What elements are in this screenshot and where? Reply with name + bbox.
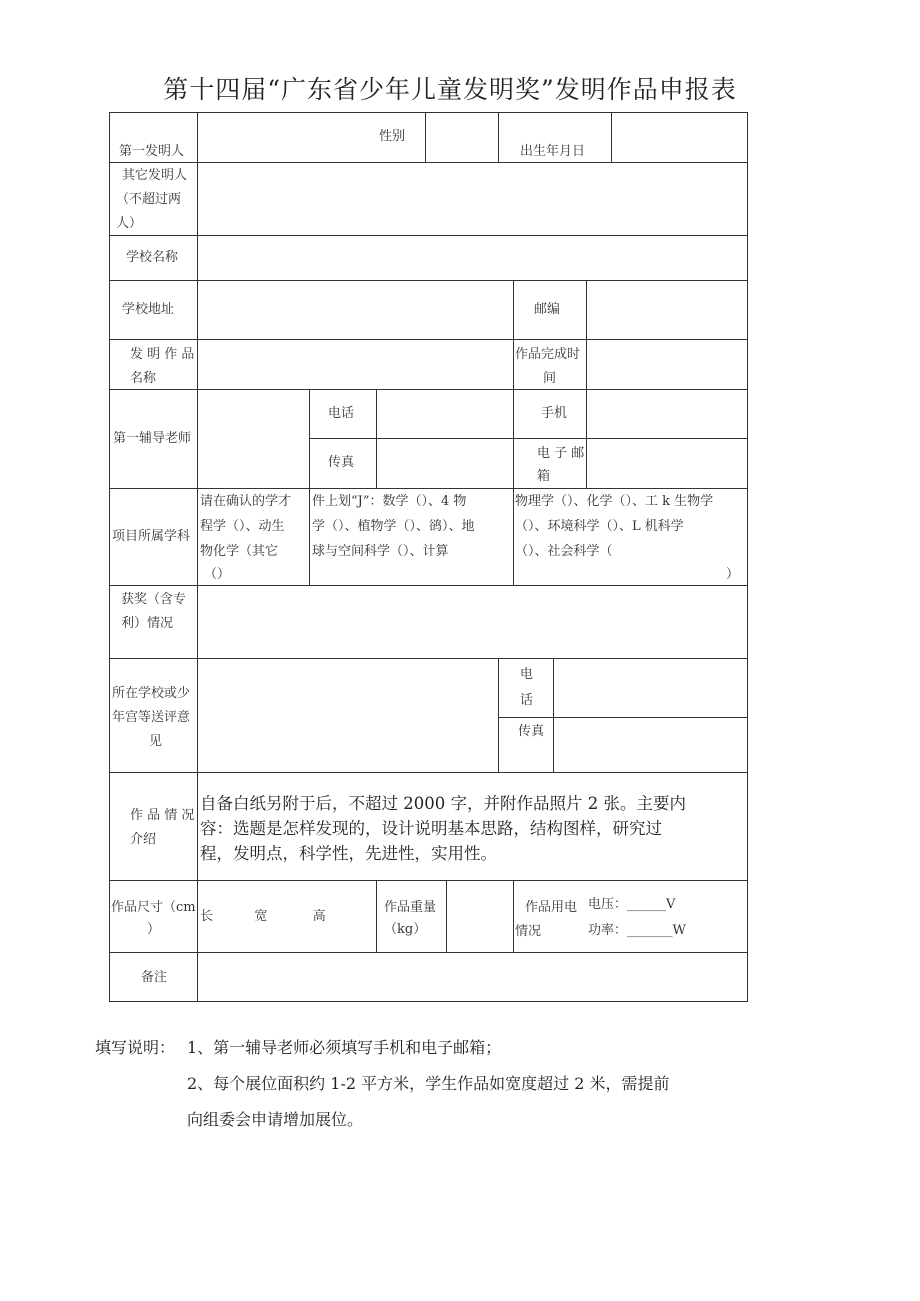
row-divider [109, 389, 748, 390]
subject-text: （）、社会科学（ [515, 544, 613, 559]
advisor-phone-label: 电话 [328, 406, 355, 421]
subject-text: 球与空间科学（）、计算 [312, 544, 449, 559]
instruction-item: 2、每个展位面积约 1-2 平方米，学生作品如宽度超过 2 米，需提前 [187, 1074, 670, 1093]
instruction-item: 向组委会申请增加展位。 [187, 1110, 364, 1129]
awards-label: 获奖（含专 [121, 592, 187, 607]
gender-label: 性别 [379, 129, 406, 144]
size-dimensions: 长 宽 高 [200, 909, 326, 924]
table-border-left [109, 112, 110, 1002]
col-divider [309, 488, 310, 585]
row-divider [109, 880, 748, 881]
school-opinion-input[interactable] [199, 660, 496, 770]
col-divider [513, 280, 514, 389]
school-opinion-label: 年宫等送评意 [112, 710, 191, 725]
completion-time-input[interactable] [588, 341, 745, 387]
opinion-fax-input[interactable] [555, 719, 745, 770]
page-title: 第十四届“广东省少年儿童发明奖”发明作品申报表 [163, 75, 737, 104]
size-label: ） [147, 922, 161, 937]
instructions-heading: 填写说明： [95, 1038, 176, 1057]
col-divider [513, 880, 514, 952]
completion-time-label: 间 [543, 371, 557, 386]
first-advisor-input[interactable] [199, 391, 307, 486]
weight-label: 作品重量 [384, 900, 437, 915]
subject-text: 件上划“J”：数学（）、4 物 [312, 494, 467, 509]
row-divider [109, 235, 748, 236]
remarks-label: 备注 [141, 970, 168, 985]
birth-date-input[interactable] [613, 114, 745, 160]
advisor-email-input[interactable] [588, 440, 745, 486]
opinion-fax-label: 传真 [518, 724, 545, 739]
advisor-fax-input[interactable] [378, 440, 511, 486]
col-divider [498, 112, 499, 162]
subject-label: 项目所属学科 [112, 529, 191, 544]
advisor-email-label: 箱 [537, 469, 551, 484]
advisor-phone-input[interactable] [378, 391, 511, 436]
school-opinion-label: 见 [149, 734, 163, 749]
advisor-mobile-input[interactable] [588, 391, 745, 436]
work-intro-text: 程，发明点，科学性，先进性，实用性。 [200, 844, 497, 863]
row-divider [109, 339, 748, 340]
advisor-mobile-label: 手机 [541, 406, 568, 421]
voltage-field: 电压：______V [588, 897, 676, 912]
col-divider [553, 658, 554, 772]
advisor-email-label: 电 子 邮 [537, 446, 585, 461]
label-column-divider [197, 112, 198, 1002]
work-intro-label: 作 品 情 况 [130, 808, 195, 823]
school-name-label: 学校名称 [126, 250, 179, 265]
awards-input[interactable] [199, 587, 745, 656]
completion-time-label: 作品完成时 [515, 347, 581, 362]
work-intro-text: 容：选题是怎样发现的，设计说明基本思路，结构图样，研究过 [200, 819, 662, 838]
subject-text: 程学（）、动生 [200, 519, 285, 534]
table-border-top [109, 112, 748, 113]
col-divider [376, 880, 377, 952]
remarks-input[interactable] [199, 954, 745, 999]
row-divider [109, 280, 748, 281]
col-divider [498, 658, 499, 772]
col-divider [611, 112, 612, 162]
weight-input[interactable] [448, 882, 511, 950]
birth-date-label: 出生年月日 [520, 144, 586, 159]
power-label: 作品用电 [525, 900, 578, 915]
gender-input[interactable] [427, 114, 496, 160]
work-name-input[interactable] [199, 341, 511, 387]
table-border-bottom [109, 1001, 748, 1002]
work-name-label: 发 明 作 品 [130, 347, 195, 362]
other-inventors-input[interactable] [199, 164, 745, 233]
first-inventor-label: 第一发明人 [119, 144, 185, 159]
wattage-field: 功率：_______W [588, 923, 686, 938]
col-divider [513, 488, 514, 585]
col-divider [513, 389, 514, 488]
postcode-input[interactable] [588, 282, 745, 337]
col-divider [446, 880, 447, 952]
school-address-label: 学校地址 [122, 302, 175, 317]
opinion-phone-input[interactable] [555, 660, 745, 715]
other-inventors-label: 其它发明人 [122, 168, 188, 183]
work-intro-text: 自备白纸另附于后，不超过 2000 字，并附作品照片 2 张。主要内 [200, 794, 686, 813]
other-inventors-label: （不超过两 [116, 192, 182, 207]
col-divider [586, 280, 587, 389]
row-divider-inner [309, 438, 748, 439]
col-divider [425, 112, 426, 162]
table-border-right [747, 112, 748, 1002]
row-divider [109, 772, 748, 773]
school-name-input[interactable] [199, 237, 745, 278]
row-divider [109, 162, 748, 163]
advisor-fax-label: 传真 [328, 455, 355, 470]
subject-close-paren: ） [726, 567, 740, 582]
work-intro-label: 介绍 [130, 832, 157, 847]
first-advisor-label: 第一辅导老师 [113, 431, 192, 446]
subject-text: （） [204, 567, 231, 582]
subject-text: 物理学（）、化学（）、工 k 生物学 [515, 494, 714, 509]
subject-text: 请在确认的学才 [200, 494, 292, 509]
subject-text: 学（）、植物学（）、鹆）、地 [312, 519, 475, 534]
power-label: 情况 [515, 924, 542, 939]
row-divider [109, 658, 748, 659]
first-inventor-input[interactable] [199, 114, 423, 160]
postcode-label: 邮编 [534, 302, 561, 317]
col-divider [376, 389, 377, 488]
instruction-item: 1、第一辅导老师必须填写手机和电子邮箱； [187, 1038, 502, 1057]
subject-text: （）、环境科学（）、L 机科学 [515, 519, 684, 534]
awards-label: 利）情况 [121, 616, 174, 631]
col-divider [586, 389, 587, 488]
work-name-label: 名称 [130, 371, 157, 386]
col-divider [309, 389, 310, 488]
weight-label: （kg） [384, 922, 427, 937]
row-divider-inner [498, 717, 748, 718]
other-inventors-label: 人） [116, 216, 143, 231]
opinion-phone-label: 话 [520, 693, 534, 708]
school-opinion-label: 所在学校或少 [112, 686, 191, 701]
opinion-phone-label: 电 [520, 667, 534, 682]
size-label: 作品尺寸（cm [111, 900, 196, 915]
row-divider [109, 952, 748, 953]
row-divider [109, 488, 748, 489]
school-address-input[interactable] [199, 282, 511, 337]
subject-text: 物化学（其它 [200, 544, 279, 559]
